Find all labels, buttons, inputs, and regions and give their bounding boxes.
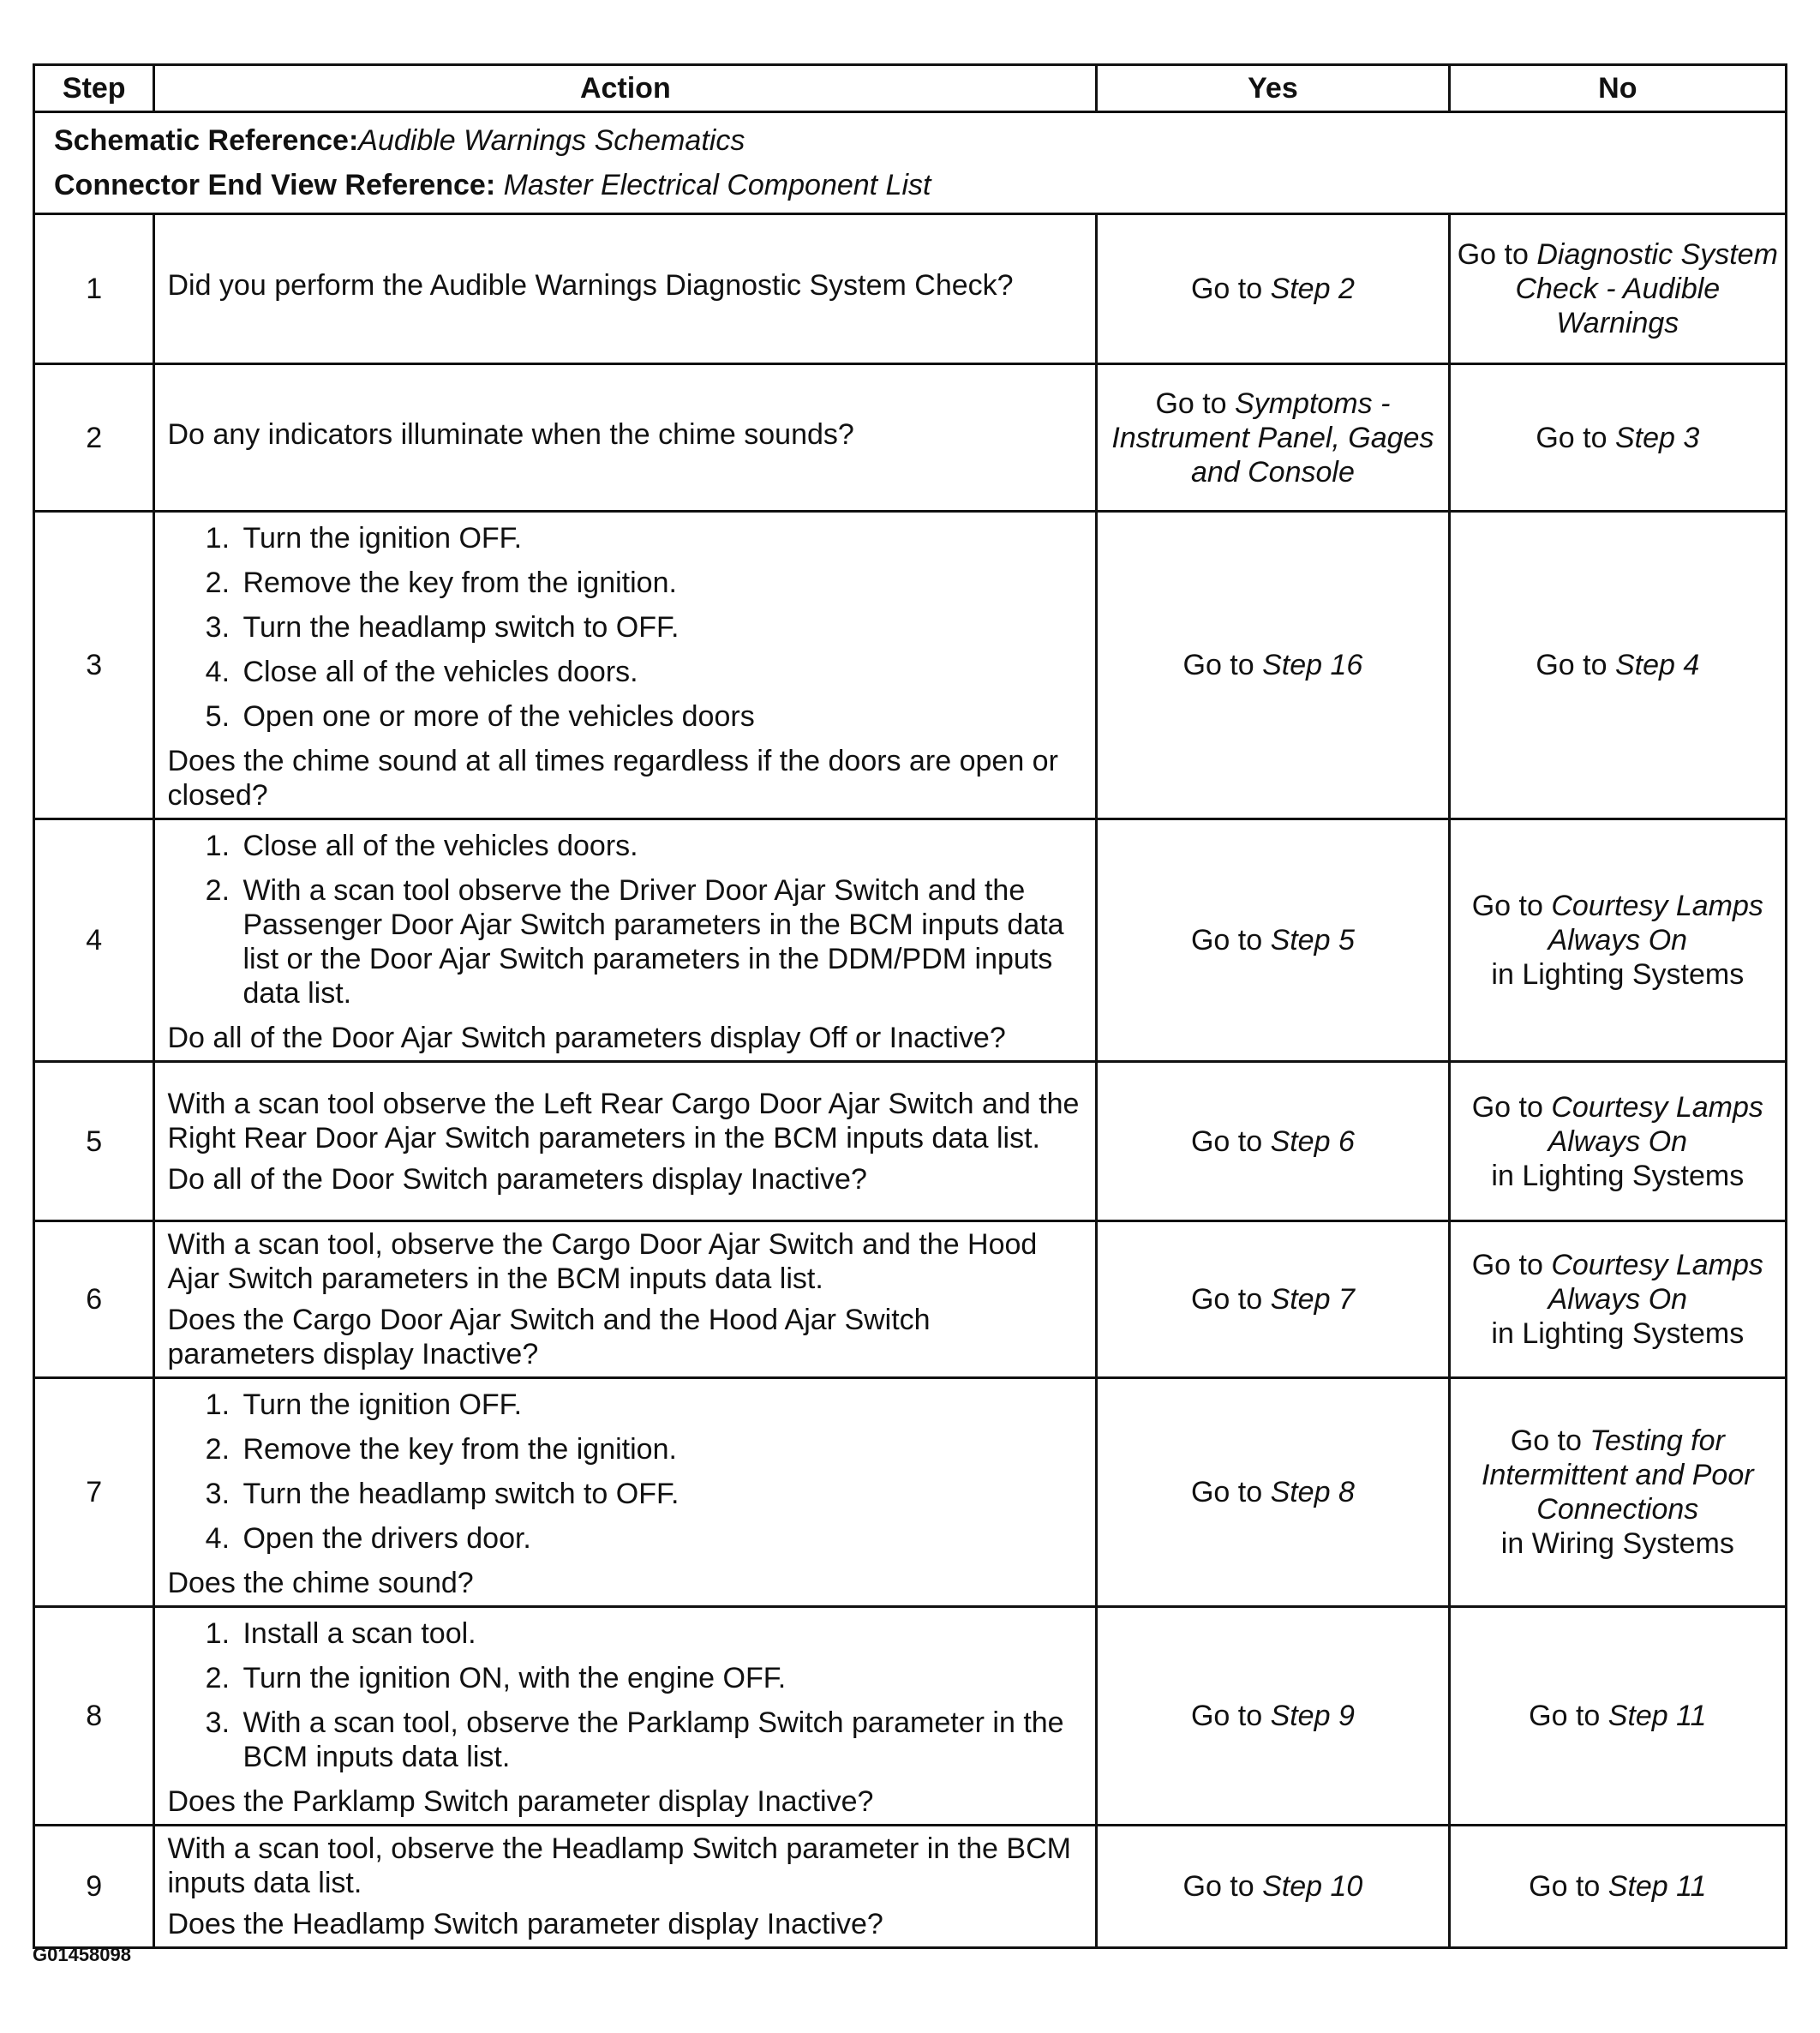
- yes-prefix: Go to: [1190, 1476, 1271, 1508]
- yes-cell: [1097, 1221, 1449, 1378]
- action-cell: [154, 1378, 1097, 1607]
- header-row: [34, 65, 1787, 112]
- yes-cell: [1097, 1062, 1449, 1221]
- no-prefix: Go to: [1471, 1090, 1552, 1124]
- no-link[interactable]: Step 11: [1607, 1870, 1707, 1903]
- connector-reference: [54, 163, 1766, 207]
- header-step: Step: [34, 65, 154, 112]
- connector-reference-label: Connector End View Reference:: [54, 169, 504, 201]
- action-step-item: 3. Turn the headlamp switch to OFF.: [237, 1477, 1083, 1511]
- yes-prefix: Go to: [1190, 1124, 1271, 1158]
- step-number: 8: [34, 1607, 154, 1826]
- action-question: Does the Headlamp Switch parameter display Inactive?: [167, 1908, 883, 1940]
- action-step-item: 2. Remove the key from the ignition.: [237, 1432, 1083, 1466]
- header-action: Action: [154, 65, 1097, 112]
- action-step-item: 2. Remove the key from the ignition.: [237, 566, 1083, 600]
- no-link[interactable]: Testing for Intermittent and Poor Connections: [1482, 1424, 1754, 1526]
- schematic-reference: [54, 118, 1766, 163]
- no-cell: [1449, 1607, 1786, 1826]
- no-prefix: Go to: [1529, 1700, 1608, 1732]
- no-prefix: Go to: [1536, 649, 1615, 681]
- yes-link[interactable]: Step 9: [1270, 1700, 1355, 1732]
- table-row: [34, 1607, 1787, 1826]
- no-link[interactable]: Diagnostic System Check - Audible Warnings: [1515, 238, 1778, 339]
- action-cell: [154, 819, 1097, 1062]
- table-row: [34, 1826, 1787, 1948]
- table-row: [34, 819, 1787, 1062]
- schematic-reference-label: Schematic Reference:: [54, 124, 359, 157]
- action-step-item: 4. Close all of the vehicles doors.: [237, 655, 1083, 689]
- yes-prefix: Go to: [1190, 273, 1271, 305]
- no-cell: [1449, 819, 1786, 1062]
- yes-prefix: Go to: [1190, 1700, 1271, 1732]
- yes-link[interactable]: Step 2: [1270, 273, 1355, 305]
- table-row: [34, 1062, 1787, 1221]
- table-row: [34, 1221, 1787, 1378]
- action-step-item: 3. Turn the headlamp switch to OFF.: [237, 610, 1083, 645]
- no-link[interactable]: Step 3: [1614, 421, 1700, 454]
- action-step-item: 1. Turn the ignition OFF.: [237, 1388, 1083, 1422]
- table-row: [34, 1378, 1787, 1607]
- yes-link[interactable]: Step 5: [1270, 924, 1355, 957]
- no-cell: [1449, 1221, 1786, 1378]
- no-cell: [1449, 1062, 1786, 1221]
- yes-prefix: Go to: [1182, 1870, 1263, 1903]
- action-step-item: 5. Open one or more of the vehicles doors: [237, 699, 1083, 734]
- figure-id: G01458098: [33, 1944, 131, 1965]
- action-cell: [154, 214, 1097, 364]
- action-text: Did you perform the Audible Warnings Diagnostic System Check?: [167, 269, 1014, 302]
- action-step-item: 2. With a scan tool observe the Driver Door Ajar Switch and the Passenger Door Ajar Switch parameters in the BCM inputs data list or the Door Ajar Switch parameters in the DDM/PDM inputs data list.: [237, 873, 1083, 1011]
- action-cell: [154, 1062, 1097, 1221]
- action-text: With a scan tool, observe the Headlamp Switch parameter in the BCM inputs data list.: [167, 1832, 1071, 1899]
- no-link[interactable]: Courtesy Lamps Always On: [1548, 1090, 1763, 1158]
- no-prefix: Go to: [1471, 1249, 1552, 1281]
- action-step-item: 1. Install a scan tool.: [237, 1616, 1083, 1651]
- action-question: Do all of the Door Ajar Switch parameters display Off or Inactive?: [167, 1022, 1006, 1054]
- step-number: 6: [34, 1221, 154, 1378]
- no-link[interactable]: Step 4: [1614, 649, 1700, 681]
- header-no: No: [1449, 65, 1786, 112]
- no-link[interactable]: Step 11: [1607, 1700, 1707, 1732]
- action-step-item: 1. Close all of the vehicles doors.: [237, 829, 1083, 863]
- yes-prefix: Go to: [1155, 387, 1236, 420]
- header-yes: Yes: [1097, 65, 1449, 112]
- no-link[interactable]: Courtesy Lamps Always On: [1548, 890, 1763, 957]
- action-step-item: 3. With a scan tool, observe the Parklamp Switch parameter in the BCM inputs data list.: [237, 1706, 1083, 1774]
- yes-cell: [1097, 1607, 1449, 1826]
- reference-row: [34, 112, 1787, 214]
- yes-link[interactable]: Step 16: [1262, 649, 1363, 681]
- no-prefix: Go to: [1471, 890, 1552, 922]
- table-row: [34, 214, 1787, 364]
- no-suffix: in Wiring Systems: [1500, 1527, 1734, 1560]
- yes-link[interactable]: Symptoms - Instrument Panel, Gages and Console: [1111, 387, 1434, 489]
- action-cell: [154, 1607, 1097, 1826]
- action-step-item: 1. Turn the ignition OFF.: [237, 521, 1083, 555]
- action-question: Do all of the Door Switch parameters display Inactive?: [167, 1162, 867, 1196]
- no-prefix: Go to: [1510, 1424, 1590, 1457]
- no-prefix: Go to: [1457, 238, 1537, 271]
- yes-cell: [1097, 214, 1449, 364]
- action-cell: [154, 1221, 1097, 1378]
- yes-link[interactable]: Step 10: [1262, 1870, 1363, 1903]
- no-link[interactable]: Courtesy Lamps Always On: [1548, 1249, 1763, 1316]
- action-cell: [154, 364, 1097, 512]
- table-row: [34, 512, 1787, 819]
- yes-prefix: Go to: [1190, 924, 1271, 957]
- connector-reference-link[interactable]: Master Electrical Component List: [503, 169, 931, 201]
- action-steps-list: [167, 1388, 1083, 1556]
- action-text: With a scan tool observe the Left Rear Cargo Door Ajar Switch and the Right Rear Door Ajar Switch parameters in the BCM inputs data list.: [167, 1087, 1080, 1154]
- diagnostic-table: [33, 63, 1787, 1949]
- action-steps-list: [167, 829, 1083, 1011]
- no-prefix: Go to: [1536, 421, 1615, 454]
- no-prefix: Go to: [1529, 1870, 1608, 1903]
- step-number: 3: [34, 512, 154, 819]
- table-row: [34, 364, 1787, 512]
- no-suffix: in Lighting Systems: [1491, 1159, 1745, 1192]
- step-number: 4: [34, 819, 154, 1062]
- yes-cell: [1097, 364, 1449, 512]
- action-question: Does the Cargo Door Ajar Switch and the Hood Ajar Switch parameters display Inactive?: [167, 1304, 931, 1370]
- step-number: 7: [34, 1378, 154, 1607]
- action-cell: [154, 512, 1097, 819]
- action-text: Do any indicators illuminate when the chime sounds?: [167, 417, 854, 451]
- step-number: 1: [34, 214, 154, 364]
- action-steps-list: [167, 521, 1083, 734]
- action-text: With a scan tool, observe the Cargo Door Ajar Switch and the Hood Ajar Switch parameters in the BCM inputs data list.: [167, 1228, 1038, 1295]
- yes-link[interactable]: Step 7: [1270, 1283, 1355, 1316]
- reference-cell: [34, 112, 1787, 214]
- action-step-item: 4. Open the drivers door.: [237, 1521, 1083, 1556]
- action-question: Does the chime sound at all times regardless if the doors are open or closed?: [167, 745, 1058, 812]
- yes-cell: [1097, 819, 1449, 1062]
- no-cell: [1449, 214, 1786, 364]
- no-suffix: in Lighting Systems: [1491, 958, 1745, 991]
- no-cell: [1449, 364, 1786, 512]
- yes-prefix: Go to: [1182, 649, 1263, 681]
- action-steps-list: [167, 1616, 1083, 1774]
- yes-cell: [1097, 1378, 1449, 1607]
- no-cell: [1449, 1378, 1786, 1607]
- action-question: Does the Parklamp Switch parameter display Inactive?: [167, 1785, 874, 1818]
- yes-link[interactable]: Step 6: [1270, 1124, 1355, 1158]
- yes-link[interactable]: Step 8: [1270, 1476, 1355, 1508]
- yes-prefix: Go to: [1190, 1283, 1271, 1316]
- no-cell: [1449, 1826, 1786, 1948]
- action-step-item: 2. Turn the ignition ON, with the engine OFF.: [237, 1661, 1083, 1695]
- no-suffix: in Lighting Systems: [1491, 1317, 1745, 1350]
- action-cell: [154, 1826, 1097, 1948]
- step-number: 9: [34, 1826, 154, 1948]
- no-cell: [1449, 512, 1786, 819]
- yes-cell: [1097, 512, 1449, 819]
- step-number: 5: [34, 1062, 154, 1221]
- step-number: 2: [34, 364, 154, 512]
- yes-cell: [1097, 1826, 1449, 1948]
- schematic-reference-link[interactable]: Audible Warnings Schematics: [358, 124, 745, 157]
- action-question: Does the chime sound?: [167, 1567, 474, 1599]
